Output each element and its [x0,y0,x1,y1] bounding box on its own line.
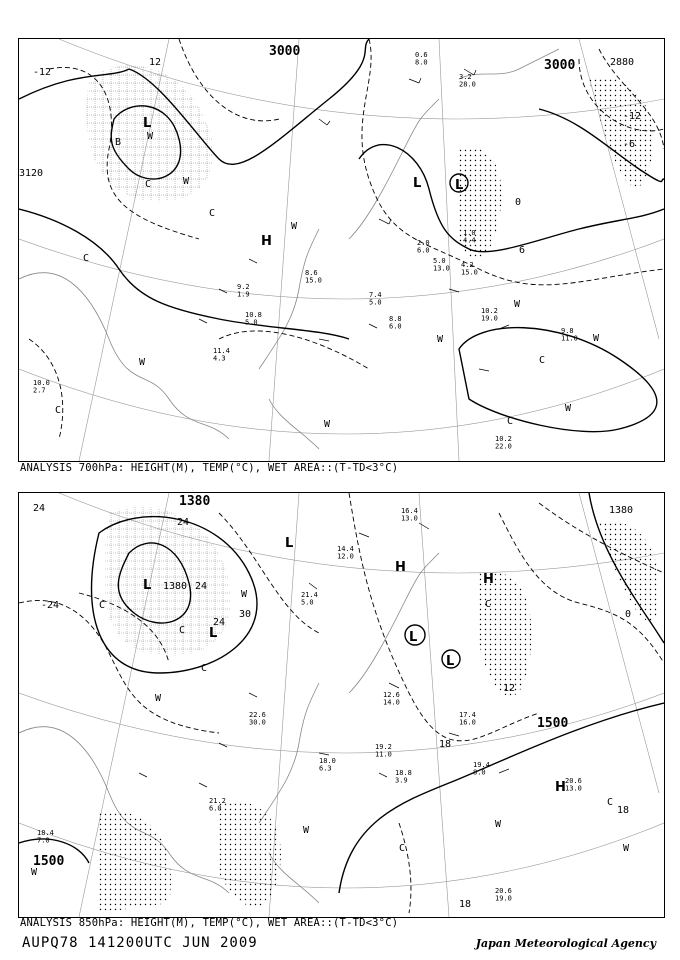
cold-marker: C [539,355,546,366]
warm-marker: W [623,843,630,854]
warm-marker: W [324,419,331,430]
cold-marker: C [607,797,614,808]
high-pressure-symbol: H [483,572,494,587]
high-pressure-symbol: H [395,560,406,575]
low-pressure-symbol: L [413,176,422,191]
obs-value: 1.0 4.4 [463,229,476,245]
temp-label-700: -12 [623,111,642,122]
chart-id-timestamp: AUPQ78 141200UTC JUN 2009 [22,935,258,951]
temp-label-850: 18 [459,899,472,910]
caption-850hpa: ANALYSIS 850hPa: HEIGHT(M), TEMP(°C), WET AREA::(T-TD<3°C) [20,917,399,929]
warm-marker: W [565,403,572,414]
height-label-850: 1500 [33,854,65,869]
map-850hpa-canvas [19,493,664,917]
temp-label-850: 18 [439,739,452,750]
obs-value: 9.2 1.9 [237,283,250,299]
high-pressure-symbol: H [555,780,566,795]
cold-marker: C [83,253,90,264]
cold-marker: C [99,600,106,611]
low-pressure-symbol: L [143,578,152,593]
height-label-850: 1500 [537,716,569,731]
obs-value: 10.0 2.7 [33,379,50,395]
height-label-700: 3120 [19,168,44,179]
low-pressure-symbol: L [143,116,152,131]
warm-marker: W [303,825,310,836]
cold-marker: C [507,416,514,427]
warm-marker: W [155,693,162,704]
obs-value: 10.2 22.0 [495,435,512,451]
low-pressure-symbol: L [209,626,218,641]
obs-value: 12.6 14.0 [383,691,400,707]
agency-credit: Japan Meteorological Agency [475,937,656,950]
temp-label-700: 12 [149,57,162,68]
wet-area-700 [86,65,653,259]
low-pressure-symbol: L [285,536,294,551]
warm-marker: W [514,299,521,310]
warm-marker: W [147,131,154,142]
map-700hpa-canvas [19,39,664,461]
obs-value: 10.2 19.0 [481,307,498,323]
warm-marker: W [139,357,146,368]
obs-value: 14.4 12.0 [337,545,354,561]
obs-value: 18.0 6.3 [319,757,336,773]
height-label-850: 1380 [163,581,188,592]
temp-label-850: 24 [177,517,190,528]
temp-label-850: 18 [617,805,630,816]
obs-value: 9.8 11.0 [561,327,578,343]
b-marker: B [115,137,122,148]
obs-value: 3.2 28.0 [459,73,476,89]
temp-label-850: 24 [213,617,226,628]
height-label-850: 1380 [609,505,634,516]
low-pressure-symbol: L [409,630,418,645]
temp-label-700: -12 [33,67,52,78]
cold-marker: C [399,843,406,854]
warm-marker: W [495,819,502,830]
obs-value: 16.4 13.0 [401,507,418,523]
height-label-850: 1380 [179,494,211,509]
temp-label-700: 0 [515,197,522,208]
obs-value: 10.8 5.0 [245,311,262,327]
low-pressure-symbol: L [455,178,464,193]
obs-value: 18.4 7.0 [37,829,54,845]
warm-marker: W [183,176,190,187]
map-panel-700hpa [18,38,665,462]
cold-marker: C [209,208,216,219]
obs-value: 22.6 30.0 [249,711,266,727]
temp-label-850: 0 [625,609,632,620]
obs-value: 8.8 6.0 [389,315,402,331]
obs-value: 20.6 19.0 [495,887,512,903]
cold-marker: C [179,625,186,636]
height-label-700: 3000 [269,44,301,59]
obs-value: 8.6 15.0 [305,269,322,285]
temp-label-700: -6 [623,139,636,150]
warm-marker: W [241,589,248,600]
obs-value: 7.4 5.0 [369,291,382,307]
temp-label-700: 6 [519,245,526,256]
cold-marker: C [485,599,492,610]
obs-value: 4.2 15.0 [461,261,478,277]
warm-marker: W [437,334,444,345]
obs-value: 17.4 16.0 [459,711,476,727]
temp-label-850: -24 [41,600,60,611]
map-panel-850hpa [18,492,665,918]
cold-marker: C [145,179,152,190]
caption-700hpa: ANALYSIS 700hPa: HEIGHT(M), TEMP(°C), WET AREA::(T-TD<3°C) [20,462,399,474]
height-label-700: 2880 [610,57,635,68]
temp-label-850: 12 [503,683,516,694]
low-pressure-symbol: L [446,654,455,669]
height-label-700: 3000 [544,58,576,73]
high-pressure-symbol: H [261,234,272,249]
warm-marker: W [291,221,298,232]
obs-value: 5.0 13.0 [433,257,450,273]
obs-value: 19.2 11.0 [375,743,392,759]
obs-value: 21.4 5.0 [301,591,318,607]
warm-marker: W [31,867,38,878]
obs-value: 19.4 8.0 [473,761,490,777]
obs-value: 21.2 6.0 [209,797,226,813]
temp-label-850: 24 [33,503,46,514]
temp-label-850: 30 [239,609,252,620]
obs-value: 11.4 4.3 [213,347,230,363]
warm-marker: W [593,333,600,344]
obs-value: 18.8 3.9 [395,769,412,785]
obs-value: 20.6 13.0 [565,777,582,793]
temp-label-850: 24 [195,581,208,592]
obs-value: 2.0 6.0 [417,239,430,255]
obs-value: 0.6 8.0 [415,51,428,67]
cold-marker: C [55,405,62,416]
cold-marker: C [201,663,208,674]
